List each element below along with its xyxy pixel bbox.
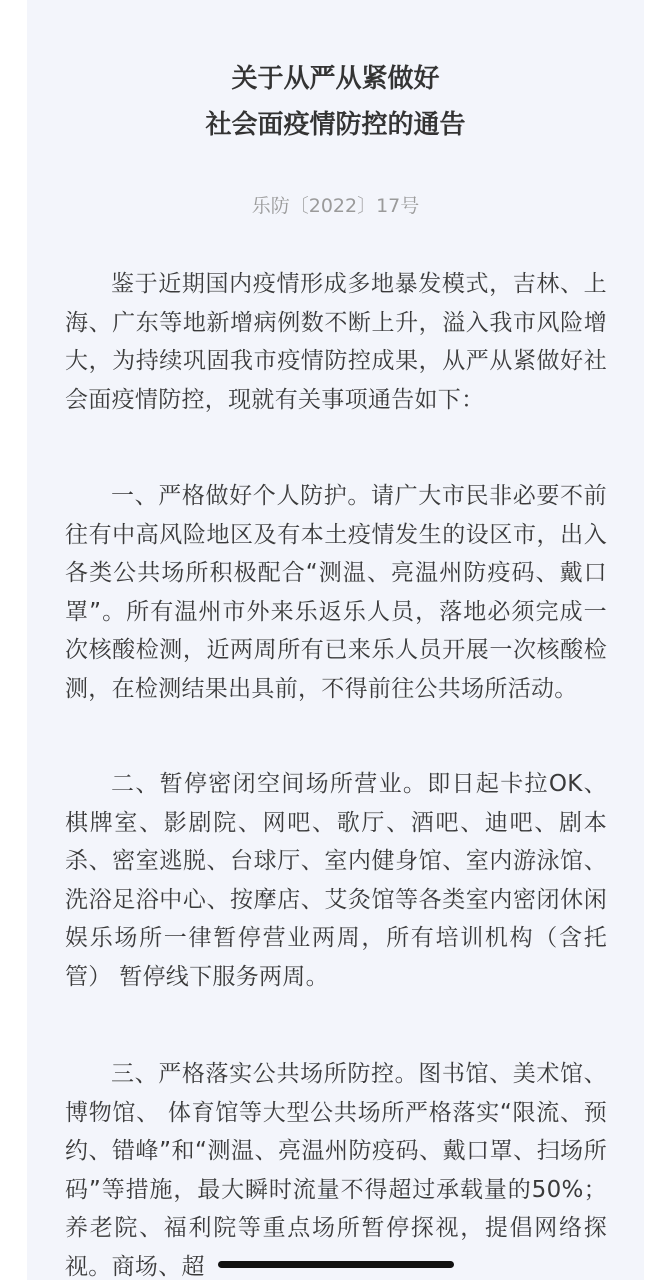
paragraph-intro: 鉴于近期国内疫情形成多地暴发模式，吉林、上海、广东等地新增病例数不断上升，溢入我市风险增大，为持续巩固我市疫情防控成果，从严从紧做好社会面疫情防控，现就有关事项通告如下： [65, 271, 607, 413]
document-number: 乐防〔2022〕17号 [251, 195, 420, 217]
home-indicator[interactable] [218, 1261, 454, 1268]
notice-title-line-2: 社会面疫情防控的通告 [205, 110, 466, 140]
paragraph-item-2: 二、暂停密闭空间场所营业。即日起卡拉OK、棋牌室、影剧院、网吧、歌厅、酒吧、迪吧、剧本杀、密室逃脱、台球厅、室内健身馆、室内游泳馆、洗浴足浴中心、按摩店、艾灸馆等各类室内密闭休闲娱乐场所一律暂停营业两周，所有培训机构（含托管） 暂停线下服务两周。 [65, 771, 607, 990]
notice-title-line-1: 关于从严从紧做好 [231, 64, 440, 94]
paragraph-item-3: 三、严格落实公共场所防控。图书馆、美术馆、博物馆、 体育馆等大型公共场所严格落实“限流、预约、错峰”和“测温、亮温州防疫码、戴口罩、扫场所码”等措施，最大瞬时流量不得超过承载量的50%；养老院、福利院等重点场所暂停探视，提倡网络探视。商场、超 [65, 1061, 607, 1280]
document-page [27, 0, 644, 1280]
paragraph-item-1: 一、严格做好个人防护。请广大市民非必要不前往有中高风险地区及有本土疫情发生的设区市，出入各类公共场所积极配合“测温、亮温州防疫码、戴口罩”。所有温州市外来乐返乐人员，落地必须完成一次核酸检测，近两周所有已来乐人员开展一次核酸检测，在检测结果出具前，不得前往公共场所活动。 [65, 483, 607, 702]
